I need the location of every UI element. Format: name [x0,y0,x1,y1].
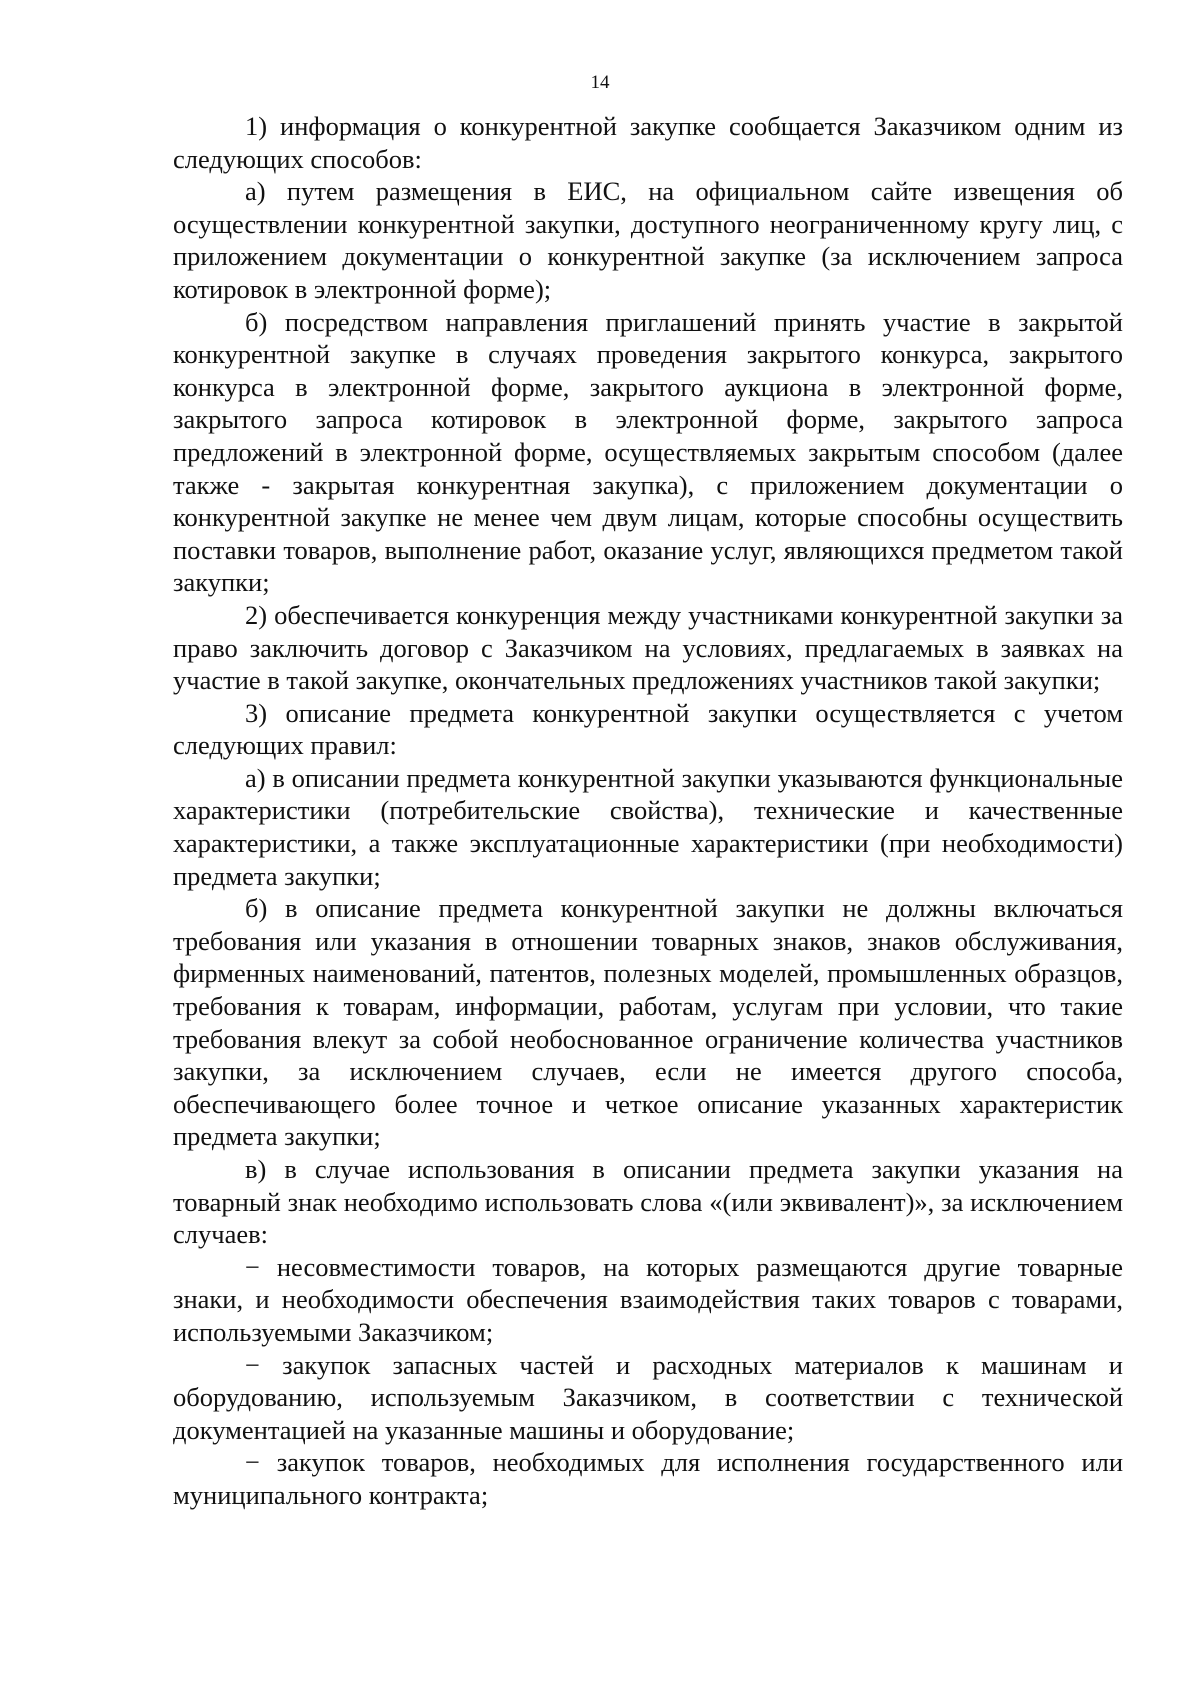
dash-item-2: − закупок запасных частей и расходных материалов к машинам и оборудованию, используемым Заказчиком, в соответствии с технической документацией на указанные машины и оборудование; [173,1349,1123,1445]
paragraph-item-2: 2) обеспечивается конкуренция между участниками конкурентной закупки за право заключить договор с Заказчиком на условиях, предлагаемых в заявках на участие в такой закупке, окончательных предложениях участников такой закупки; [173,599,1123,696]
paragraph-item-1b: б) посредством направления приглашений принять участие в закрытой конкурентной закупке в случаях проведения закрытого конкурса, закрытого конкурса в электронной форме, закрытого аукциона в электронной форме, закрытого запроса котировок в электронной форме, закрытого запроса предложений в электронной форме, осуществляемых закрытым способом (далее также - закрытая конкурентная закупка), с приложением документации о конкурентной закупке не менее чем двум лицам, которые способны осуществить поставки товаров, выполнение работ, оказание услуг, являющихся предметом такой закупки; [173,306,1123,598]
page-number: 14 [590,72,610,93]
paragraph-item-1a: а) путем размещения в ЕИС, на официальном сайте извещения об осуществлении конкурентной закупки, доступного неограниченному кругу лиц, с приложением документации о конкурентной закупке (за исключением запроса котировок в электронной форме); [173,176,1123,304]
dash-item-1: − несовместимости товаров, на которых размещаются другие товарные знаки, и необходимости обеспечения взаимодействия таких товаров с товарами, используемыми Заказчиком; [173,1251,1123,1347]
paragraph-item-3b: б) в описание предмета конкурентной закупки не должны включаться требования или указания в отношении товарных знаков, знаков обслуживания, фирменных наименований, патентов, полезных моделей, промышленных образцов, требования к товарам, информации, работам, услугам при условии, что такие требования влекут за собой необоснованное ограничение количества участников закупки, за исключением случаев, если не имеется другого способа, обеспечивающего более точное и четкое описание указанных характеристик предмета закупки; [173,893,1123,1152]
paragraph-item-3c: в) в случае использования в описании предмета закупки указания на товарный знак необходимо использовать слова «(или эквивалент)», за исключением случаев: [173,1154,1123,1250]
paragraph-item-3a: а) в описании предмета конкурентной закупки указываются функциональные характеристики (потребительские свойства), технические и качественные характеристики, а также эксплуатационные характеристики (при необходимости) предмета закупки; [173,762,1123,891]
paragraph-item-1: 1) информация о конкурентной закупке сообщается Заказчиком одним из следующих способов: [173,111,1123,174]
document-body [173,110,1123,1512]
paragraph-item-3: 3) описание предмета конкурентной закупки осуществляется с учетом следующих правил: [173,697,1123,761]
dash-item-3: − закупок товаров, необходимых для исполнения государственного или муниципального контракта; [173,1447,1123,1510]
